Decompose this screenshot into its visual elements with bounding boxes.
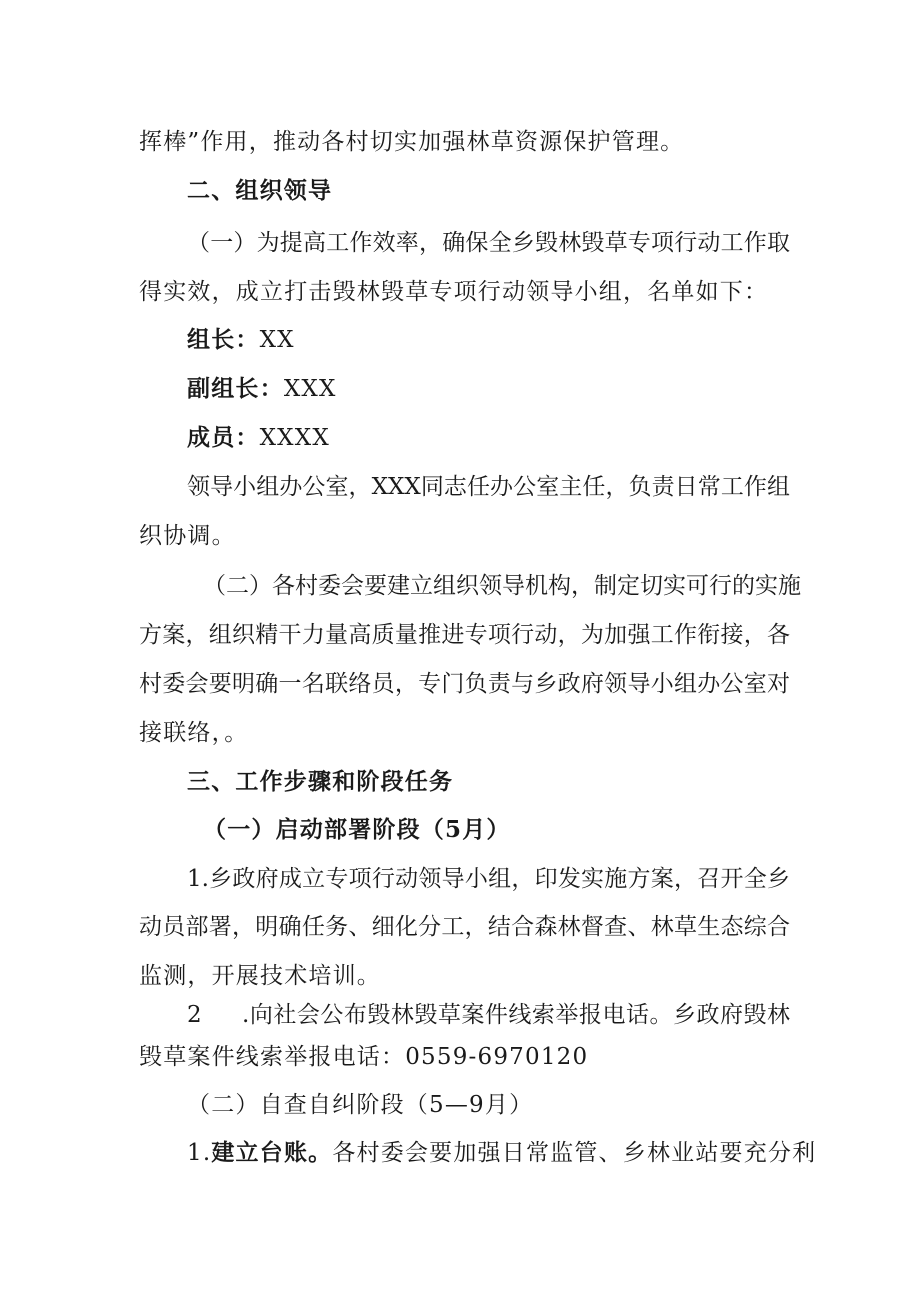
roster-value: XXXX (259, 425, 330, 451)
paragraph-line: 村委会要明确一名联络员，专门负责与乡政府领导小组办公室对 (139, 671, 790, 697)
roster-value: XX (259, 327, 295, 353)
paragraph-line: .向社会公布毁林毁草案件线索举报电话。乡政府毁林 (242, 1002, 790, 1028)
roster-label: 成员： (187, 424, 260, 451)
paragraph-line (187, 1139, 817, 1167)
subsection-heading: （二）自查自纠阶段（5—9月） (187, 1092, 534, 1118)
roster-label: 组长： (187, 326, 260, 353)
paragraph-line: （二）各村委会要建立组织领导机构，制定切实可行的实施 (203, 573, 801, 599)
section-heading: 三、工作步骤和阶段任务 (187, 768, 454, 795)
paragraph-line: 方案，组织精干力量高质量推进专项行动，为加强工作衔接，各 (139, 622, 790, 648)
paragraph-line: 动员部署，明确任务、细化分工，结合森林督查、林草生态综合 (139, 914, 790, 940)
paragraph-line: 监测，开展技术培训。 (139, 963, 381, 989)
paragraph-line: 织协调。 (139, 523, 236, 549)
roster-line (187, 375, 337, 403)
roster-line (187, 424, 330, 452)
paragraph-line: （一）为提高工作效率，确保全乡毁林毁草专项行动工作取 (187, 230, 790, 256)
paragraph-line: 毁草案件线索举报电话：0559-6970120 (139, 1044, 589, 1070)
list-number: 1. (187, 1140, 212, 1166)
paragraph-line: 接联络，。 (139, 720, 249, 746)
paragraph-line: 领导小组办公室，XXX同志任办公室主任，负责日常工作组 (187, 474, 790, 500)
paragraph-line: 挥棒”作用，推动各村切实加强林草资源保护管理。 (139, 129, 685, 155)
roster-label: 副组长： (187, 375, 284, 402)
section-heading: 二、组织领导 (187, 177, 333, 204)
emphasis-text: 建立台账。 (211, 1139, 333, 1166)
list-number: 2 (187, 1002, 203, 1028)
subsection-heading: （一）启动部署阶段（5月） (203, 816, 511, 843)
paragraph-text: 各村委会要加强日常监管、乡林业站要充分利 (332, 1140, 817, 1166)
paragraph-line: 得实效，成立打击毁林毁草专项行动领导小组，名单如下： (139, 279, 769, 305)
roster-value: XXX (283, 376, 337, 402)
roster-line (187, 326, 295, 354)
paragraph-line: 1.乡政府成立专项行动领导小组，印发实施方案，召开全乡 (187, 866, 790, 892)
